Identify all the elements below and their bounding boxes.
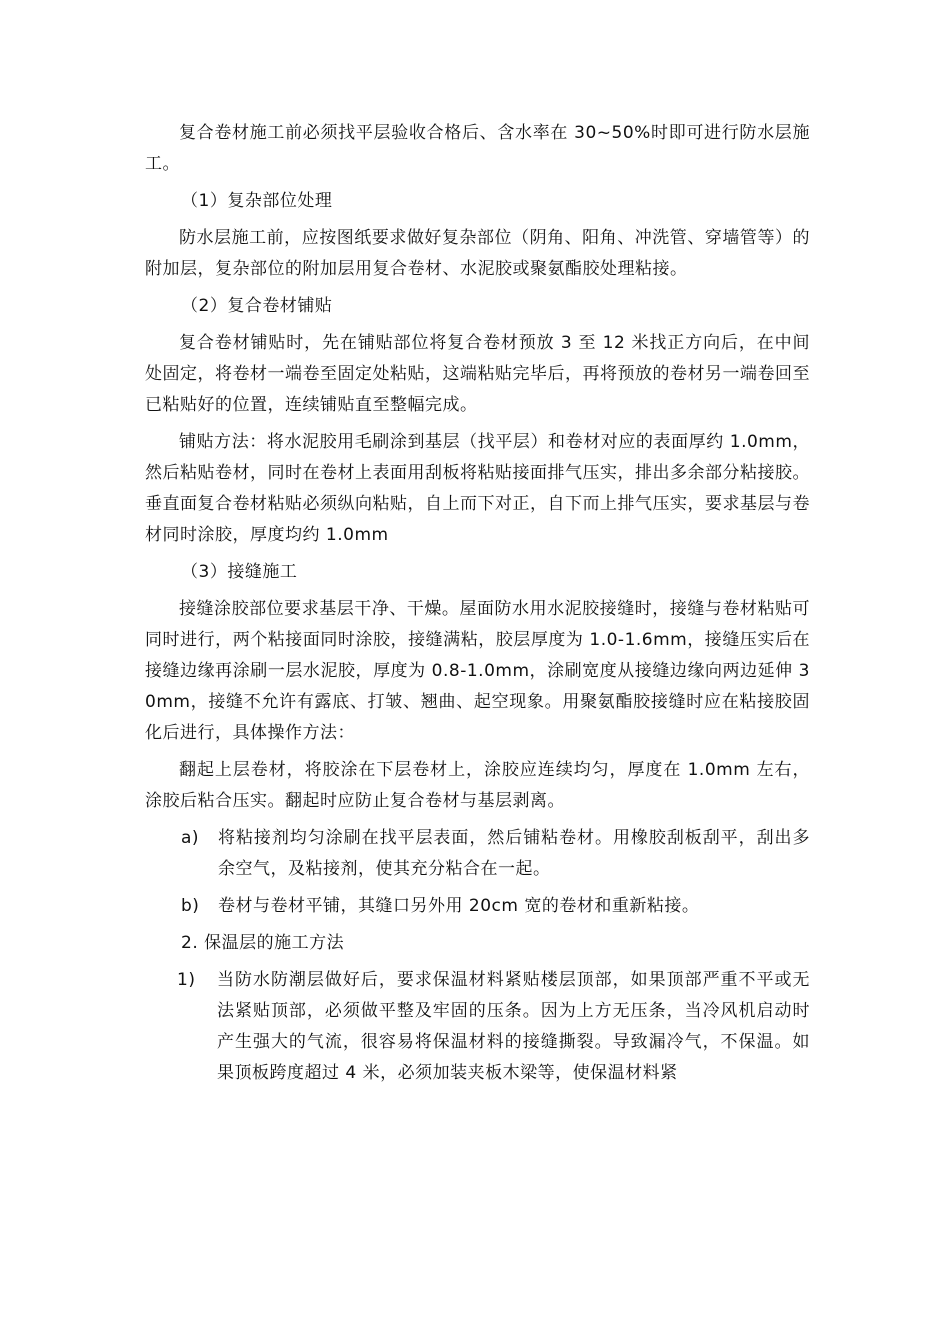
- list-item-1: [145, 965, 810, 1089]
- heading-complex-parts: （1）复杂部位处理: [181, 191, 333, 211]
- list-item-text: 卷材与卷材平铺，其缝口另外用 20cm 宽的卷材和重新粘接。: [218, 896, 700, 916]
- list-item-text: 将粘接剂均匀涂刷在找平层表面，然后铺粘卷材。用橡胶刮板刮平，刮出多余空气，及粘接剂，使其充分粘合在一起。: [218, 828, 810, 879]
- list-marker: b): [181, 896, 200, 916]
- section-heading-insulation: 2. 保温层的施工方法: [181, 933, 345, 953]
- paragraph-intro: 复合卷材施工前必须找平层验收合格后、含水率在 30~50%时即可进行防水层施工。: [145, 123, 810, 174]
- list-marker: 1): [177, 970, 196, 990]
- paragraph-seam-construction: 接缝涂胶部位要求基层干净、干燥。屋面防水用水泥胶接缝时，接缝与卷材粘贴可同时进行，两个粘接面同时涂胶，接缝满粘，胶层厚度为 1.0-1.6mm，接缝压实后在接缝边缘再涂刷一层水泥胶，厚度为 0.8-1.0mm，涂刷宽度从接缝边缘向两边延伸 30mm，接缝不允许有露底、打皱、翘曲、起空现象。用聚氨酯胶接缝时应在粘接胶固化后进行，具体操作方法：: [145, 599, 810, 743]
- list-item-a: [145, 823, 810, 885]
- heading-membrane-laying: （2）复合卷材铺贴: [181, 296, 333, 316]
- list-item-b: [145, 891, 810, 922]
- paragraph-membrane-laying: 复合卷材铺贴时，先在铺贴部位将复合卷材预放 3 至 12 米找正方向后，在中间处固定，将卷材一端卷至固定处粘贴，这端粘贴完毕后，再将预放的卷材另一端卷回至已粘贴好的位置，连续铺贴直至整幅完成。: [145, 333, 810, 415]
- heading-seam-construction: （3）接缝施工: [181, 562, 298, 582]
- list-marker: a): [181, 828, 200, 848]
- list-item-text: 当防水防潮层做好后，要求保温材料紧贴楼层顶部，如果顶部严重不平或无法紧贴顶部，必须做平整及牢固的压条。因为上方无压条，当冷风机启动时产生强大的气流，很容易将保温材料的接缝撕裂。导致漏冷气，不保温。如果顶板跨度超过 4 米，必须加装夹板木梁等，使保温材料紧: [217, 970, 810, 1083]
- document-body: [145, 118, 810, 1095]
- paragraph-flip-layer: 翻起上层卷材，将胶涂在下层卷材上，涂胶应连续均匀，厚度在 1.0mm 左右，涂胶后粘合压实。翻起时应防止复合卷材与基层剥离。: [145, 760, 810, 811]
- paragraph-laying-method: 铺贴方法：将水泥胶用毛刷涂到基层（找平层）和卷材对应的表面厚约 1.0mm，然后粘贴卷材，同时在卷材上表面用刮板将粘贴接面排气压实，排出多余部分粘接胶。垂直面复合卷材粘贴必须纵向粘贴，自上而下对正，自下而上排气压实，要求基层与卷材同时涂胶，厚度均约 1.0mm: [145, 432, 810, 545]
- paragraph-complex-parts: 防水层施工前，应按图纸要求做好复杂部位（阴角、阳角、冲洗管、穿墙管等）的附加层，复杂部位的附加层用复合卷材、水泥胶或聚氨酯胶处理粘接。: [145, 228, 810, 279]
